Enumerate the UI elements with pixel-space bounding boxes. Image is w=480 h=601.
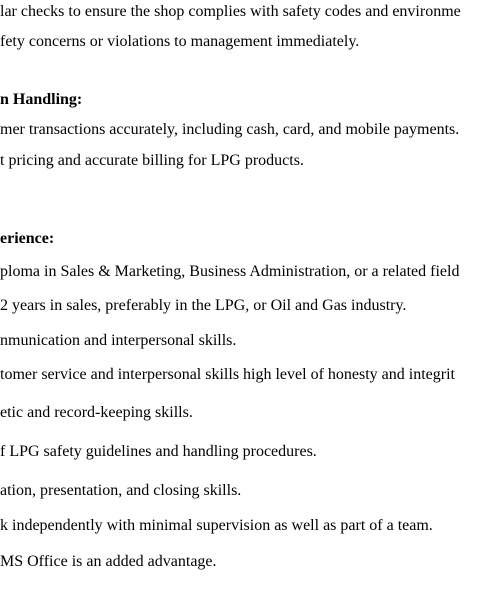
list-item: nmunication and interpersonal skills.: [0, 332, 237, 349]
list-item: ploma in Sales & Marketing, Business Administration, or a related field: [0, 263, 460, 280]
list-item: tomer service and interpersonal skills high level of honesty and integrit: [0, 366, 455, 383]
list-item: 2 years in sales, preferably in the LPG, or Oil and Gas industry.: [0, 297, 407, 314]
safety-checks-line: lar checks to ensure the shop complies with safety codes and environme: [0, 3, 461, 20]
pricing-line: t pricing and accurate billing for LPG products.: [0, 152, 304, 169]
list-item: MS Office is an added advantage.: [0, 553, 217, 570]
list-item: etic and record-keeping skills.: [0, 404, 193, 421]
list-item: k independently with minimal supervision as well as part of a team.: [0, 517, 433, 534]
list-item: f LPG safety guidelines and handling procedures.: [0, 443, 317, 460]
safety-report-line: fety concerns or violations to management immediately.: [0, 33, 360, 50]
transactions-line: mer transactions accurately, including cash, card, and mobile payments.: [0, 121, 460, 138]
cash-handling-heading: n Handling:: [0, 91, 83, 108]
experience-heading: erience:: [0, 230, 55, 247]
list-item: ation, presentation, and closing skills.: [0, 482, 242, 499]
